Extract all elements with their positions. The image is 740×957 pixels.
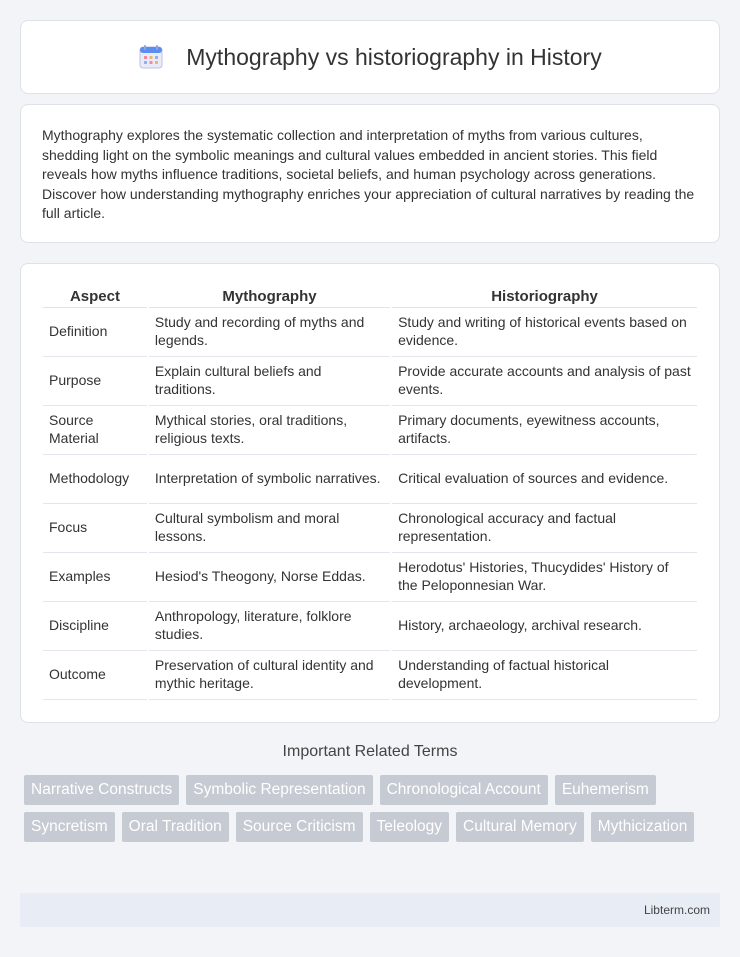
column-header-mythography: Mythography [149,286,390,308]
page-title: Mythography vs historiography in History [186,43,602,70]
table-row [43,406,697,455]
table-row [43,553,697,602]
comparison-table-card [20,263,720,723]
table-cell-historiography: Study and writing of historical events based on evidence. [392,308,697,357]
related-term-tag[interactable]: Cultural Memory [456,812,584,842]
table-cell-aspect: Outcome [43,651,147,700]
table-cell-aspect: Source Material [43,406,147,455]
intro-text: Mythography explores the systematic collection and interpretation of myths from various cultures, shedding light on the symbolic meanings and cultural values embedded in ancient stories. This field reveals how myths influence traditions, societal beliefs, and human psychology across generations. Discover how understanding mythography enriches your appreciation of cultural narratives by reading the full article. [42,127,695,222]
table-cell-aspect: Discipline [43,602,147,651]
table-cell-aspect: Examples [43,553,147,602]
related-term-tag[interactable]: Mythicization [591,812,695,842]
related-term-tag[interactable]: Euhemerism [555,775,656,805]
related-term-tag[interactable]: Syncretism [24,812,115,842]
table-cell-mythography: Hesiod's Theogony, Norse Eddas. [149,553,390,602]
table-cell-historiography: Herodotus' Histories, Thucydides' History of the Peloponnesian War. [392,553,697,602]
table-cell-mythography: Mythical stories, oral traditions, religious texts. [149,406,390,455]
header-card [20,20,720,94]
related-terms-list [24,775,724,849]
table-cell-mythography: Cultural symbolism and moral lessons. [149,504,390,553]
comparison-table [41,286,699,700]
related-term-tag[interactable]: Teleology [370,812,450,842]
table-cell-aspect: Focus [43,504,147,553]
related-term-tag[interactable]: Narrative Constructs [24,775,179,805]
table-cell-historiography: Provide accurate accounts and analysis of past events. [392,357,697,406]
intro-card [20,104,720,243]
table-cell-historiography: History, archaeology, archival research. [392,602,697,651]
related-term-tag[interactable]: Symbolic Representation [186,775,372,805]
column-header-aspect: Aspect [43,286,147,308]
table-cell-historiography: Chronological accuracy and factual representation. [392,504,697,553]
calendar-icon [138,44,164,70]
table-cell-mythography: Anthropology, literature, folklore studies. [149,602,390,651]
table-cell-mythography: Explain cultural beliefs and traditions. [149,357,390,406]
table-row [43,504,697,553]
related-terms-title: Important Related Terms [282,743,458,760]
footer [20,893,720,927]
table-cell-mythography: Preservation of cultural identity and mythic heritage. [149,651,390,700]
table-row [43,651,697,700]
table-row [43,357,697,406]
table-cell-aspect: Definition [43,308,147,357]
table-cell-aspect: Purpose [43,357,147,406]
related-term-tag[interactable]: Chronological Account [380,775,548,805]
table-cell-historiography: Understanding of factual historical development. [392,651,697,700]
column-header-historiography: Historiography [392,286,697,308]
table-row [43,602,697,651]
table-cell-mythography: Interpretation of symbolic narratives. [149,455,390,504]
table-row [43,455,697,504]
related-term-tag[interactable]: Source Criticism [236,812,363,842]
table-cell-historiography: Critical evaluation of sources and evidence. [392,455,697,504]
related-term-tag[interactable]: Oral Tradition [122,812,229,842]
footer-site-link[interactable]: Libterm.com [643,903,710,917]
table-header-row [43,286,697,308]
table-cell-historiography: Primary documents, eyewitness accounts, artifacts. [392,406,697,455]
table-row [43,308,697,357]
table-cell-aspect: Methodology [43,455,147,504]
table-cell-mythography: Study and recording of myths and legends. [149,308,390,357]
